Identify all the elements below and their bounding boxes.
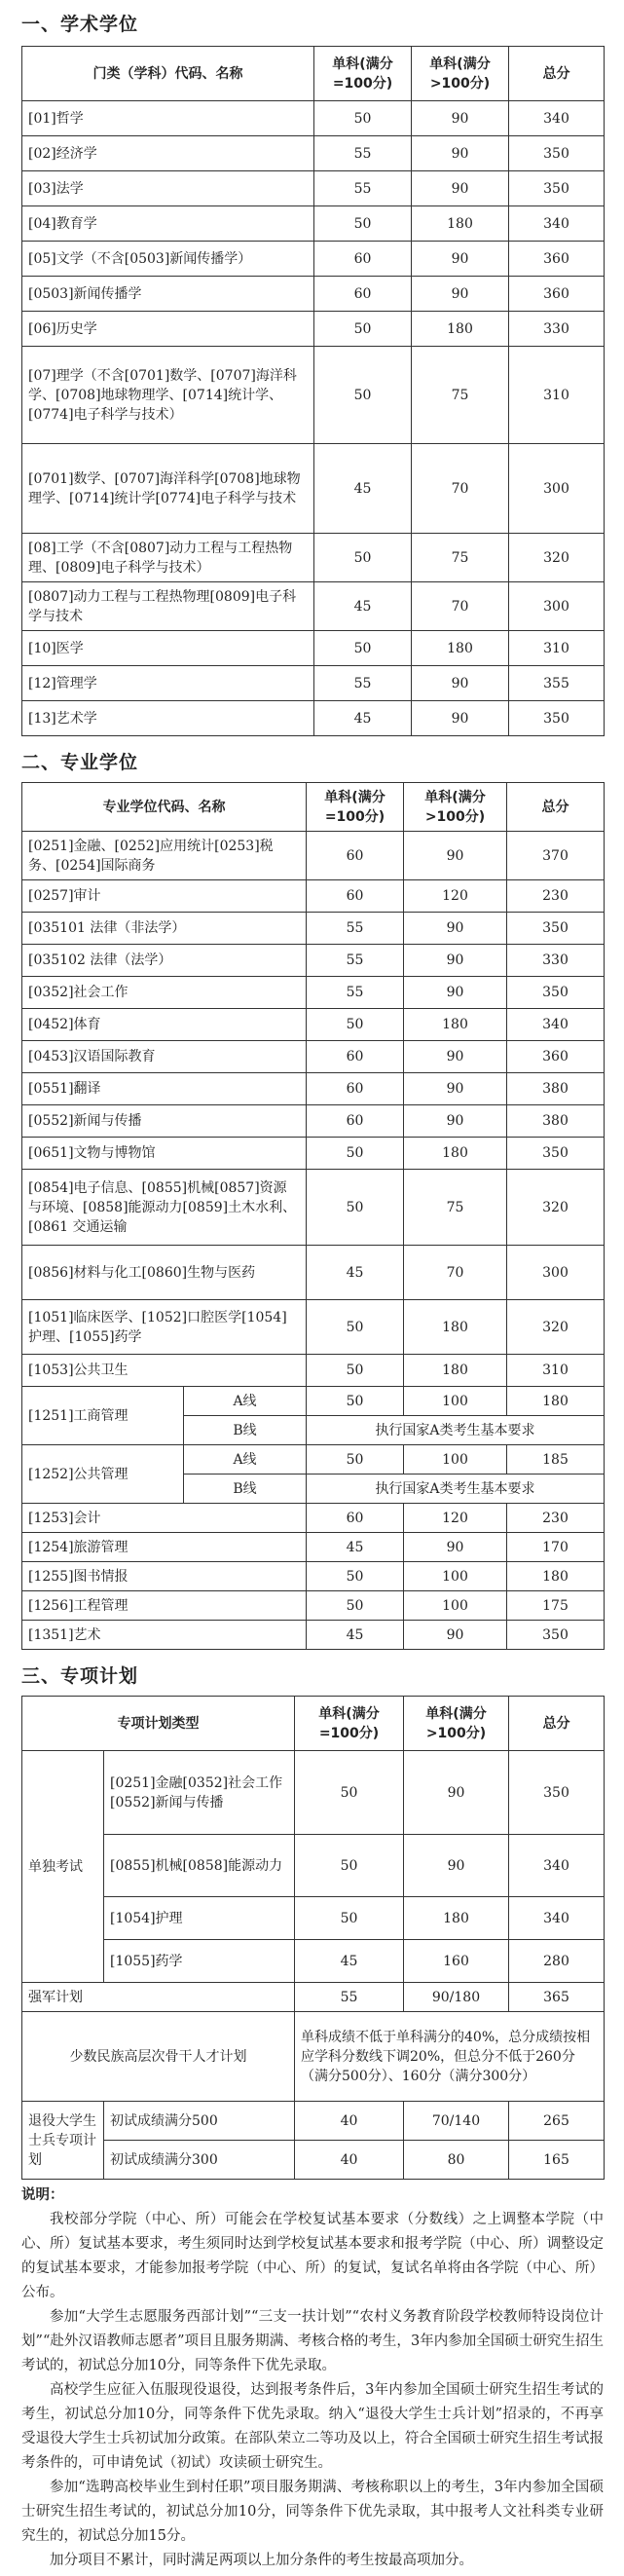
note-paragraph: 我校部分学院（中心、所）可能会在学校复试基本要求（分数线）之上调整本学院（中心、所）复试基本要求，考生须同时达到学校复试基本要求和报考学院（中心、所）调整设定的复试基本要求，才能参加报考学院（中心、所）的复试，复试名单将由各学院（中心、所）公布。 [21,2212,604,2300]
section1-table [21,46,605,736]
single-exam-label: 单独考试 [22,1751,104,1983]
table-row: 强军计划 55 90/180 365 [22,1983,605,2012]
table-row: [1051]临床医学、[1052]口腔医学[1054]护理、[1055]药学 50 180 320 [22,1300,605,1355]
table-row: [0453]汉语国际教育 60 90 360 [22,1041,605,1073]
section2-title: 二、专业学位 [21,752,139,773]
notes-label: 说明： [21,2187,64,2203]
section3-title: 三、专项计划 [21,1665,139,1687]
notes [21,2184,604,2573]
table-row: [04]教育学 50 180 340 [22,206,605,242]
table-row: [1252]公共管理 A线 50 100 185 [22,1445,605,1475]
table-row: 初试成绩满分300 40 80 165 [22,2141,605,2180]
table-row: [06]历史学 50 180 330 [22,312,605,347]
note-paragraph: 参加“大学生志愿服务西部计划”“三支一扶计划”“农村义务教育阶段学校教师特设岗位计划”“赴外汉语教师志愿者”项目且服务期满、考核合格的考生，3年内参加全国硕士研究生招生考试的，初试总分加10分，同等条件下优先录取。 [21,2309,604,2373]
table-row: [1255]图书情报 50 100 180 [22,1562,605,1591]
header-total: 总分 [509,1697,605,1751]
header-single-100: 单科(满分=100分) [314,47,412,101]
table-row: 单独考试 [0251]金融[0352]社会工作[0552]新闻与传播 50 90 350 [22,1751,605,1835]
table-row: [0257]审计 60 120 230 [22,880,605,913]
table-row: [1251]工商管理 A线 50 100 180 [22,1387,605,1416]
table-row: [1351]艺术 45 90 350 [22,1621,605,1650]
header-single-over100: 单科(满分>100分) [404,1697,509,1751]
veteran-label: 退役大学生士兵专项计划 [22,2102,104,2180]
table-row: [1254]旅游管理 45 90 170 [22,1533,605,1562]
table-row: [0251]金融、[0252]应用统计[0253]税务、[0254]国际商务 60 90 370 [22,832,605,880]
table-row: [1256]工程管理 50 100 175 [22,1591,605,1621]
table-row: [0855]机械[0858]能源动力 50 90 340 [22,1835,605,1897]
table-row: [1054]护理 50 180 340 [22,1897,605,1940]
table-row: [02]经济学 55 90 350 [22,136,605,171]
table-row: [0807]动力工程与工程热物理[0809]电子科学与技术 45 70 300 [22,582,605,631]
table-row: [08]工学（不含[0807]动力工程与工程热物理、[0809]电子科学与技术） 50 75 320 [22,534,605,582]
table-row: [0552]新闻与传播 60 90 380 [22,1105,605,1138]
table-row: [03]法学 55 90 350 [22,171,605,206]
table-row: 少数民族高层次骨干人才计划 单科成绩不低于单科满分的40%，总分成绩按相应学科分数线下调20%，但总分不低于260分（满分500分）、160分（满分300分） [22,2012,605,2102]
table-row: [05]文学（不含[0503]新闻传播学） 60 90 360 [22,242,605,277]
header-single-100: 单科(满分=100分) [307,783,404,832]
section3-table [21,1696,605,2180]
note-paragraph: 参加“选聘高校毕业生到村任职”项目服务期满、考核称职以上的考生，3年内参加全国硕士研究生招生考试的，初试总分加10分，同等条件下优先录取，其中报考人文社科类专业研究生的，初试总分加15分。 [21,2480,604,2544]
page [21,0,604,2573]
table-row: [0856]材料与化工[0860]生物与医药 45 70 300 [22,1246,605,1300]
table-row: [1053]公共卫生 50 180 310 [22,1355,605,1387]
table-row: [0352]社会工作 55 90 350 [22,977,605,1009]
header-single-over100: 单科(满分>100分) [412,47,509,101]
table-row: [1055]药学 45 160 280 [22,1940,605,1983]
table-row: 退役大学生士兵专项计划 初试成绩满分500 40 70/140 265 [22,2102,605,2141]
header-category: 门类（学科）代码、名称 [22,47,314,101]
table-row: [0503]新闻传播学 60 90 360 [22,277,605,312]
table-row: [0452]体育 50 180 340 [22,1009,605,1041]
table-row: [0701]数学、[0707]海洋科学[0708]地球物理学、[0714]统计学[0774]电子科学与技术 45 70 300 [22,444,605,534]
section2-table [21,782,605,1650]
table-row: [035101 法律（非法学） 55 90 350 [22,913,605,945]
table-row: B线 执行国家A类考生基本要求 [22,1416,605,1445]
table-row: [10]医学 50 180 310 [22,631,605,666]
table-row: [0854]电子信息、[0855]机械[0857]资源与环境、[0858]能源动力[0859]土木水利、[0861 交通运输 50 75 320 [22,1170,605,1246]
note-paragraph: 高校学生应征入伍服现役退役，达到报考条件后，3年内参加全国硕士研究生招生考试的考生，初试总分加10分，同等条件下优先录取。纳入“退役大学生士兵计划”招录的，不再享受退役大学生士兵初试加分政策。在部队荣立二等功及以上，符合全国硕士研究生招生考试报考条件的，可申请免试（初试）攻读硕士研究生。 [21,2382,604,2471]
table-row: [0651]文物与博物馆 50 180 350 [22,1138,605,1170]
table-row: [13]艺术学 45 90 350 [22,701,605,736]
header-single-over100: 单科(满分>100分) [404,783,507,832]
table-row: [035102 法律（法学） 55 90 330 [22,945,605,977]
header-total: 总分 [507,783,605,832]
table-row: [07]理学（不含[0701]数学、[0707]海洋科学、[0708]地球物理学、[0714]统计学、[0774]电子科学与技术） 50 75 310 [22,347,605,444]
table-row: [12]管理学 55 90 355 [22,666,605,701]
table-row: [01]哲学 50 90 340 [22,101,605,136]
header-plan-type: 专项计划类型 [22,1697,295,1751]
note-paragraph: 加分项目不累计，同时满足两项以上加分条件的考生按最高项加分。 [50,2553,473,2568]
header-degree: 专业学位代码、名称 [22,783,307,832]
header-single-100: 单科(满分=100分) [295,1697,404,1751]
table-row: [0551]翻译 60 90 380 [22,1073,605,1105]
section1-title: 一、学术学位 [21,14,139,35]
header-total: 总分 [509,47,605,101]
table-row: [1253]会计 60 120 230 [22,1504,605,1533]
table-row: B线 执行国家A类考生基本要求 [22,1475,605,1504]
